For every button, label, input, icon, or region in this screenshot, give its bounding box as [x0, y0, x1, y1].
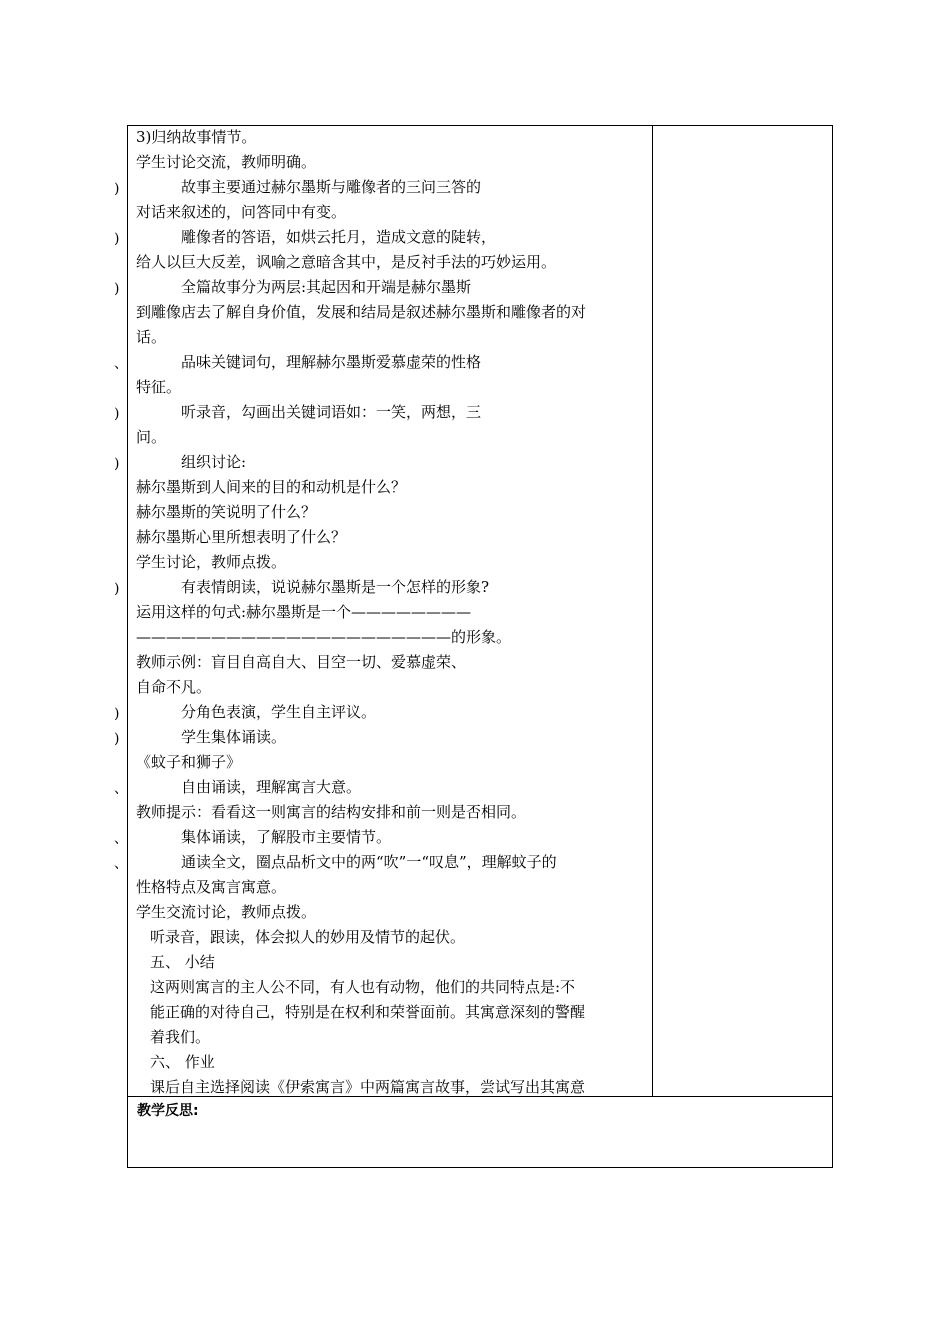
- margin-mark: ): [114, 181, 120, 197]
- text-line: 性格特点及寓言寓意。: [136, 878, 287, 896]
- margin-mark: 、: [114, 356, 128, 372]
- text-line: 特征。: [136, 378, 182, 396]
- margin-mark: ): [114, 581, 120, 597]
- text-line: —————————————————————的形象。: [136, 628, 512, 646]
- text-line: 到雕像店去了解自身价值，发展和结局是叙述赫尔墨斯和雕像者的对: [136, 303, 587, 321]
- margin-mark: ): [114, 281, 120, 297]
- margin-mark: 、: [114, 781, 128, 797]
- text-line: 自命不凡。: [136, 678, 212, 696]
- text-line: 3)归纳故事情节。: [136, 128, 257, 146]
- text-line: 组织讨论:: [181, 453, 247, 471]
- text-line: 学生讨论，教师点拨。: [136, 553, 287, 571]
- text-line: 通读全文，圈点品析文中的两“吹”一“叹息”，理解蚊子的: [181, 853, 557, 871]
- text-line: 教师示例：盲目自高自大、目空一切、爱慕虚荣、: [136, 653, 467, 671]
- text-line: 话。: [136, 328, 167, 346]
- margin-mark: ): [114, 706, 120, 722]
- text-line: 对话来叙述的，问答同中有变。: [136, 203, 347, 221]
- column-divider: [652, 125, 653, 1096]
- text-line: 教师提示：看看这一则寓言的结构安排和前一则是否相同。: [136, 803, 527, 821]
- text-line: 学生集体诵读。: [181, 728, 287, 746]
- text-line: 赫尔墨斯心里所想表明了什么？: [136, 528, 347, 546]
- margin-mark: 、: [114, 831, 128, 847]
- margin-mark: 、: [114, 856, 128, 872]
- text-line: 这两则寓言的主人公不同，有人也有动物，他们的共同特点是:不: [150, 978, 576, 996]
- text-line: 全篇故事分为两层:其起因和开端是赫尔墨斯: [181, 278, 472, 296]
- text-line: 集体诵读，了解股市主要情节。: [181, 828, 392, 846]
- text-line: 听录音，跟读，体会拟人的妙用及情节的起伏。: [150, 928, 466, 946]
- text-line: 《蚊子和狮子》: [136, 753, 242, 771]
- text-line: 赫尔墨斯到人间来的目的和动机是什么？: [136, 478, 407, 496]
- text-line: 运用这样的句式:赫尔墨斯是一个————————: [136, 603, 472, 621]
- text-line: 能正确的对待自己，特别是在权利和荣誉面前。其寓意深刻的警醒: [150, 1003, 586, 1021]
- text-line: 故事主要通过赫尔墨斯与雕像者的三问三答的: [181, 178, 482, 196]
- row-divider: [127, 1096, 833, 1097]
- text-line: 分角色表演，学生自主评议。: [181, 703, 377, 721]
- text-line: 听录音，勾画出关键词语如：一笑，两想，三: [181, 403, 482, 421]
- text-line: 学生交流讨论，教师点拨。: [136, 903, 317, 921]
- text-line: 给人以巨大反差，讽喻之意暗含其中，是反衬手法的巧妙运用。: [136, 253, 557, 271]
- reflection-label: 教学反思:: [137, 1103, 199, 1119]
- text-line: 自由诵读，理解寓言大意。: [181, 778, 362, 796]
- text-line: 六、 作业: [150, 1053, 215, 1071]
- margin-mark: ): [114, 731, 120, 747]
- margin-mark: ): [114, 406, 120, 422]
- text-line: 问。: [136, 428, 167, 446]
- text-line: 五、 小结: [150, 953, 215, 971]
- text-line: 赫尔墨斯的笑说明了什么？: [136, 503, 317, 521]
- text-line: 学生讨论交流，教师明确。: [136, 153, 317, 171]
- text-line: 有表情朗读，说说赫尔墨斯是一个怎样的形象?: [181, 578, 490, 596]
- margin-mark: ): [114, 231, 120, 247]
- text-line: 课后自主选择阅读《伊索寓言》中两篇寓言故事，尝试写出其寓意: [150, 1078, 586, 1096]
- margin-mark: ): [114, 456, 120, 472]
- text-line: 品味关键词句，理解赫尔墨斯爱慕虚荣的性格: [181, 353, 482, 371]
- text-line: 着我们。: [150, 1028, 211, 1046]
- text-line: 雕像者的答语，如烘云托月，造成文意的陡转，: [181, 228, 497, 246]
